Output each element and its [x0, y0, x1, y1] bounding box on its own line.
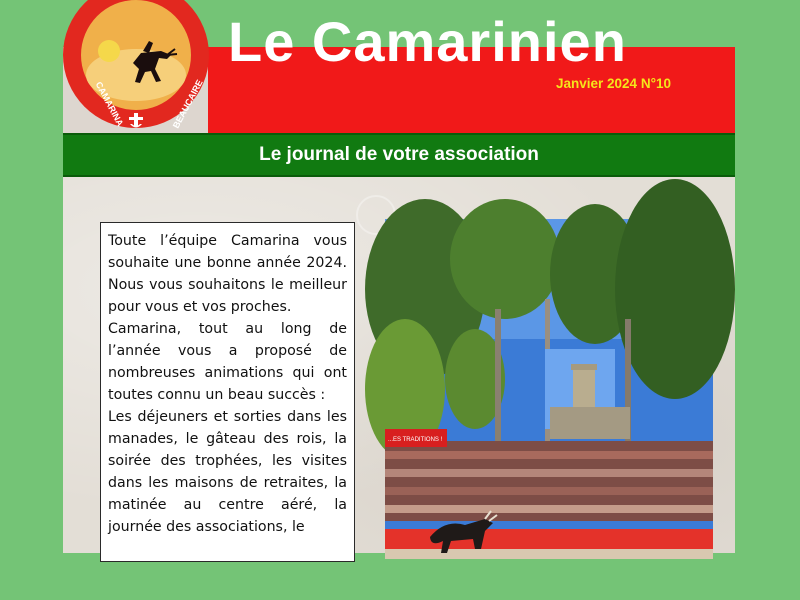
tagline-bar	[63, 133, 735, 177]
logo-wordmark	[63, 47, 209, 133]
logo-right-text: BEAUCAIRE	[170, 78, 205, 130]
article-paragraph: Toute l’équipe Camarina vous souhaite une bonne année 2024. Nous vous souhaitons le meilleur pour vous et vos proches.	[108, 233, 347, 315]
arena-photo	[385, 219, 713, 559]
arena-bull-image	[385, 219, 713, 559]
article-paragraph: Les déjeuners et sorties dans les manades, le gâteau des rois, la soirée des trophées, les visites dans les maisons de retraites, la matinée au centre aéré, la journée des associations, le	[108, 409, 347, 535]
newsletter-page	[63, 10, 735, 553]
issue-label: Janvier 2024 N°10	[556, 76, 671, 91]
article-paragraph: Camarina, tout au long de l’année vous a proposé de nombreuses animations qui ont toutes connu un beau succès :	[108, 321, 347, 403]
banner-text: ...ES TRADITIONS !	[388, 437, 443, 443]
masthead-title: Le Camarinien	[228, 10, 627, 73]
camarina-logo	[63, 47, 209, 133]
logo-left-text: CAMARINA	[93, 80, 126, 128]
tagline: Le journal de votre association	[259, 144, 539, 165]
article-textbox	[100, 222, 355, 562]
